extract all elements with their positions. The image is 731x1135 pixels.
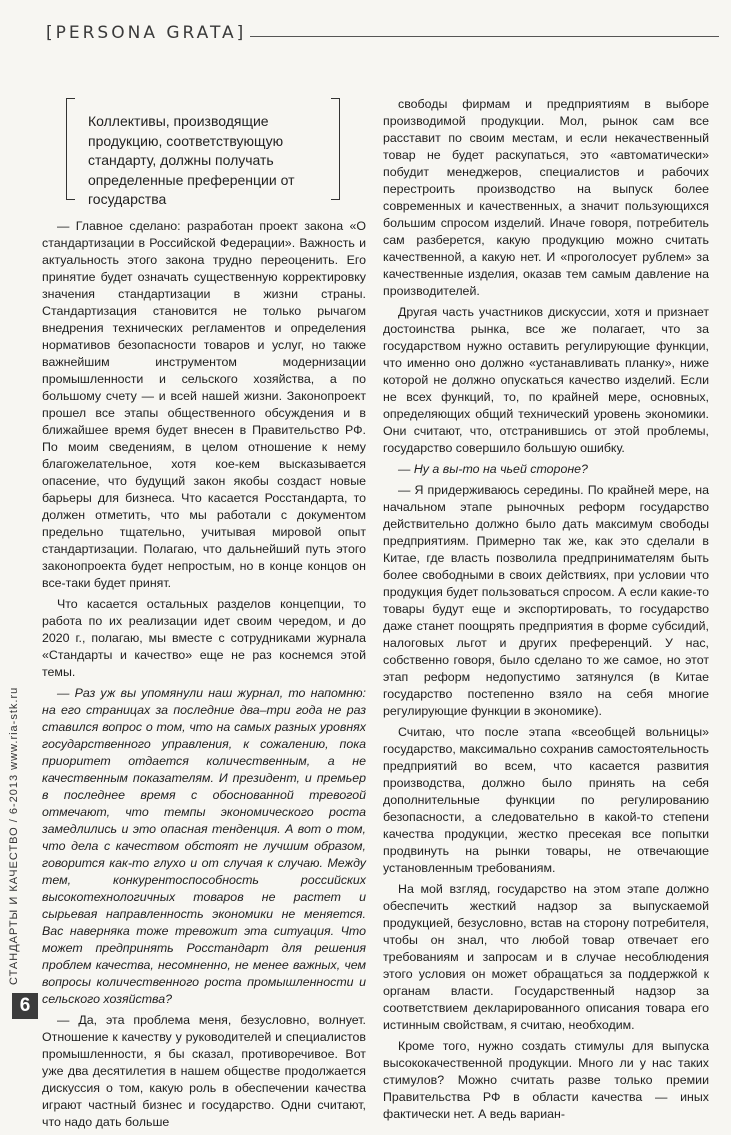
paragraph: — Да, эта проблема меня, безусловно, волнует. Отношение к качеству у руководителей и специалистов промышленности, я бы сказал, противоречивое. Вот уже два десятилетия в нашем обществе продолжается дискуссия о том, какую роль в обеспечении качества играют частный бизнес и государство. Одни считают, что надо дать больше xyxy=(42,1013,366,1129)
article-column-left xyxy=(42,218,366,1135)
header-rule xyxy=(250,36,719,37)
page-number: 6 xyxy=(12,993,38,1019)
paragraph: На мой взгляд, государство на этом этапе должно обеспечить жесткий надзор за выпускаемой продукцией, безусловно, встав на сторону потребителя, чтобы он знал, что любой товар отвечает его требованиям и запросам и в случае несоблюдения этого условия он может обращаться за поддержкой к органам власти. Государственный надзор за соответствием декларированного описания товара его истинным свойствам, я считаю, необходим. xyxy=(383,882,709,1032)
paragraph: свободы фирмам и предприятиям в выборе производимой продукции. Мол, рынок сам все расставит по своим местам, и если некачественный товар не будет раскупаться, это «автоматически» побудит менеджеров, специалистов и рабочих перестроить производство на выпуск более современных и качественных, а значит пользующихся большим спросом изделий. Иначе говоря, потребитель сам разберется, какую продукцию можно считать качественной, а какую нет. И «проголосует рублем» за качественные изделия, оказав тем самым давление на производителей. xyxy=(383,97,709,298)
paragraph: Считаю, что после этапа «всеобщей вольницы» государство, максимально сохранив самостоятельность предприятий во всем, что касается развития производства, должно было принять на себя дополнительные функции по регулированию безопасности, а следовательно в какой-то степени качества продукции, жестко пресекая все попытки продвинуть на рынки товары, не отвечающие установленным требованиям. xyxy=(383,725,709,875)
journal-issue-sidebar: СТАНДАРТЫ И КАЧЕСТВО / 6-2013 www.ria-stk.ru xyxy=(8,686,20,985)
quote-bracket-right xyxy=(331,98,340,200)
quote-bracket-left xyxy=(66,98,75,200)
interview-question: — Ну а вы-то на чьей стороне? xyxy=(398,462,588,476)
paragraph: Что касается остальных разделов концепции, то работа по их реализации идет своим чередом, и до 2020 г., полагаю, мы вместе с сотрудниками журнала «Стандарты и качество» еще не раз коснемся этой темы. xyxy=(42,597,366,679)
paragraph: — Главное сделано: разработан проект закона «О стандартизации в Российской Федерации». Важность и актуальность этого закона трудно переоценить. Его принятие будет означать существенную корректировку значения стандартизации в жизни страны. Стандартизация становится не только рычагом внедрения технических регламентов и определения нормативов безопасности товаров и услуг, но также важнейшим инструментом модернизации промышленности и сельского хозяйства, а по большому счету — и всей нашей жизни. Законопроект прошел все этапы общественного обсуждения и в ближайшее время будет внесен в Правительство РФ. По моим сведениям, в целом отношение к нему благожелательное, хотя кое-кем высказывается опасение, что будущий закон якобы создаст новые барьеры для бизнеса. Что касается Росстандарта, то должен отметить, что мы работали с документом предельно тщательно, учитывая мировой опыт стандартизации. Полагаю, что дальнейший путь этого законопроекта будет непростым, но в конце концов он все-таки будет принят. xyxy=(42,219,366,590)
pull-quote xyxy=(66,98,340,207)
article-column-right xyxy=(383,96,709,1127)
paragraph: Кроме того, нужно создать стимулы для выпуска высококачественной продукции. Много ли у нас таких стимулов? Можно считать разве только премии Правительства РФ в области качества — иных фактически нет. А ведь вариан- xyxy=(383,1039,709,1121)
paragraph: — Я придерживаюсь середины. По крайней мере, на начальном этапе рыночных реформ государство действительно должно было дать максимум свободы предприятиям. Примерно так же, как это сделали в Китае, где власть позволила предпринимателям быть более свободными в своих действиях, при условии что продукция будет пользоваться спросом. А если какие-то товары будут еще и экспортировать, то государство даже станет поощрять предприятия в форме субсидий, налоговых льгот и других преференций. У нас, собственно говоря, было сделано то же самое, но этот этап реформ недопустимо затянулся (в Китае государство постепенно взяло на себя многие регулирующие функции в экономике). xyxy=(383,483,709,718)
paragraph: Другая часть участников дискуссии, хотя и признает достоинства рынка, все же полагает, что за государством нужно оставить регулирующие функции, что именно оно должно «устанавливать планку», ниже которой не должно опускаться качество изделий. Если не всех функций, то, по крайней мере, основных, определяющих общий технический уровень экономики. Они считают, что, отстранившись от этой проблемы, государство совершило большую ошибку. xyxy=(383,305,709,455)
pull-quote-text: Коллективы, производящие продукцию, соответствующую стандарту, должны получать определенные преференции от государства xyxy=(88,113,295,207)
section-header xyxy=(46,22,719,44)
section-title: [PERSONA GRATA] xyxy=(46,23,247,43)
interview-question: — Раз уж вы упомянули наш журнал, то напомню: на его страницах за последние два–три года не раз ставился вопрос о том, что на самых разных уровнях государственного управления, к сожалению, пока приоритет отдается количественным, а не качественным показателям. И президент, и премьер в последнее время с обоснованной тревогой отмечают, что темпы экономического роста замедлились и это опасная тенденция. А вот о том, что дела с качеством обстоят не лучшим образом, говорится как-то глухо и от случая к случаю. Между тем, конкурентоспособность российских высокотехнологичных товаров не растет и сырьевая направленность экономики не меняется. Вас наверняка тоже тревожит эта ситуация. Что может предпринять Росстандарт для решения проблем качества, несомненно, не менее важных, чем вопросы количественного роста промышленности и сельского хозяйства? xyxy=(42,686,366,1006)
